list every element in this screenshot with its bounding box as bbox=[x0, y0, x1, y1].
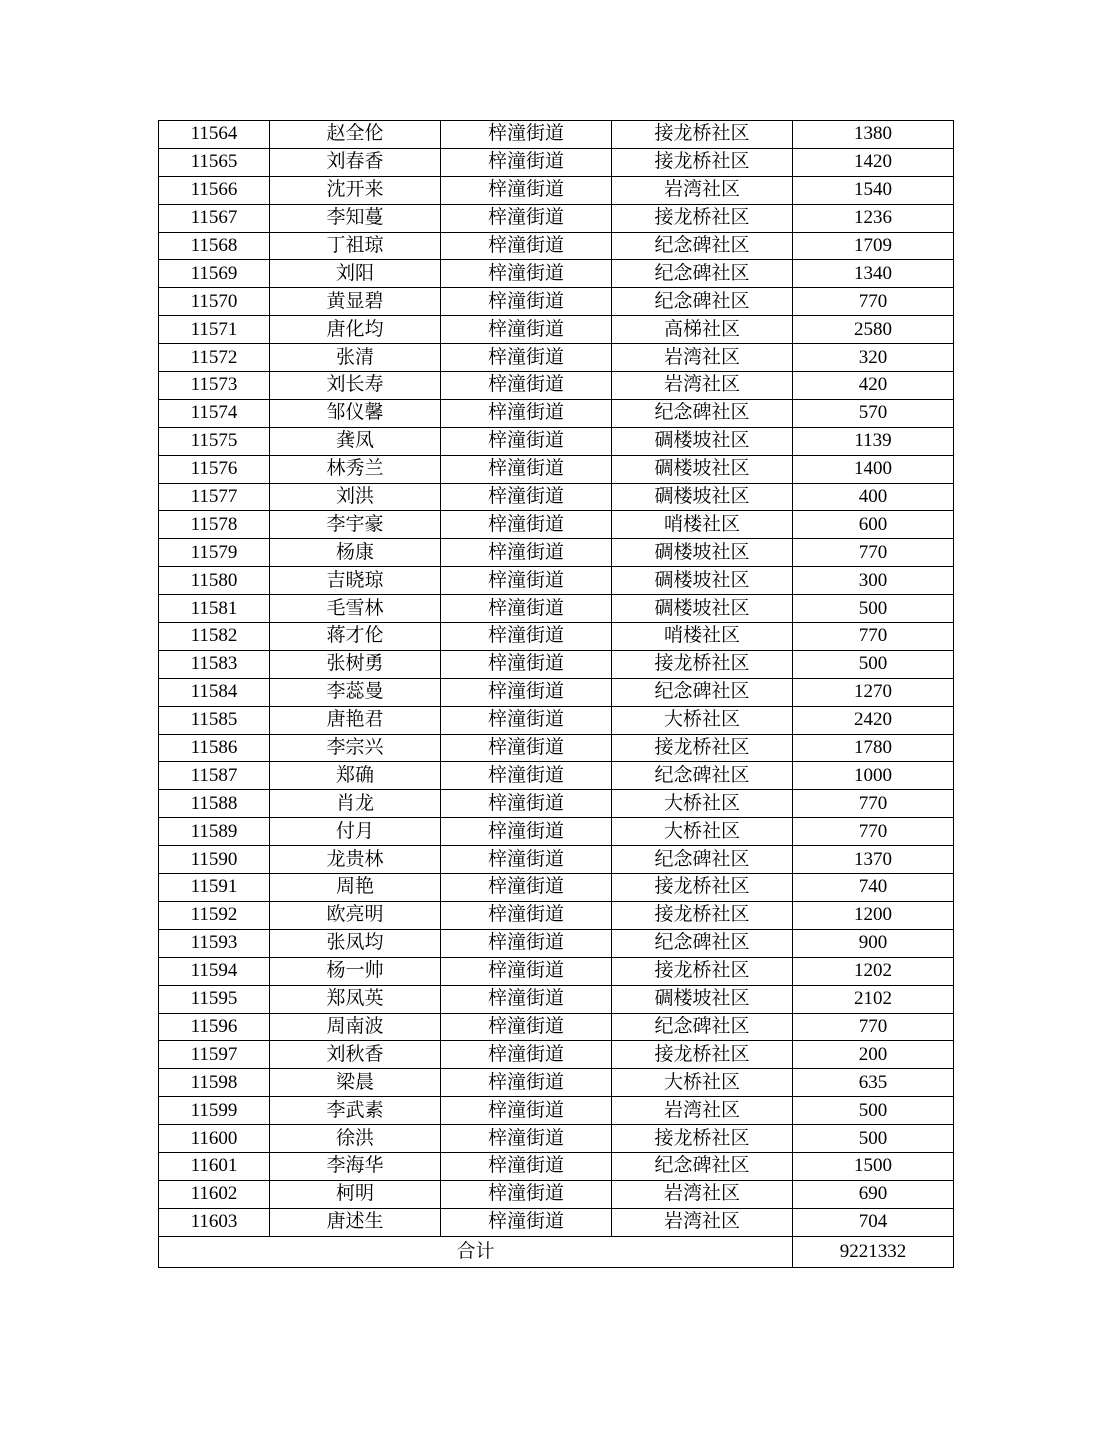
cell-id: 11577 bbox=[159, 483, 270, 511]
cell-id: 11590 bbox=[159, 846, 270, 874]
cell-id: 11568 bbox=[159, 232, 270, 260]
cell-id: 11581 bbox=[159, 595, 270, 623]
table-row bbox=[159, 260, 954, 288]
cell-name: 黄显碧 bbox=[270, 288, 441, 316]
total-amount: 9221332 bbox=[793, 1236, 954, 1267]
cell-community: 纪念碑社区 bbox=[612, 846, 793, 874]
cell-id: 11587 bbox=[159, 762, 270, 790]
cell-community: 哨楼社区 bbox=[612, 623, 793, 651]
cell-community: 岩湾社区 bbox=[612, 372, 793, 400]
table-total-row bbox=[159, 1236, 954, 1267]
cell-id: 11589 bbox=[159, 818, 270, 846]
cell-name: 李海华 bbox=[270, 1152, 441, 1180]
cell-id: 11579 bbox=[159, 539, 270, 567]
cell-street: 梓潼街道 bbox=[441, 372, 612, 400]
cell-amount: 1202 bbox=[793, 957, 954, 985]
cell-street: 梓潼街道 bbox=[441, 957, 612, 985]
cell-name: 龚凤 bbox=[270, 427, 441, 455]
cell-name: 李宗兴 bbox=[270, 734, 441, 762]
table-row bbox=[159, 1208, 954, 1236]
cell-street: 梓潼街道 bbox=[441, 1208, 612, 1236]
table-row bbox=[159, 706, 954, 734]
cell-id: 11578 bbox=[159, 511, 270, 539]
cell-id: 11599 bbox=[159, 1097, 270, 1125]
table-row bbox=[159, 427, 954, 455]
cell-id: 11565 bbox=[159, 148, 270, 176]
cell-street: 梓潼街道 bbox=[441, 595, 612, 623]
cell-amount: 1200 bbox=[793, 901, 954, 929]
cell-amount: 1780 bbox=[793, 734, 954, 762]
cell-name: 唐艳君 bbox=[270, 706, 441, 734]
cell-id: 11575 bbox=[159, 427, 270, 455]
cell-id: 11569 bbox=[159, 260, 270, 288]
cell-name: 刘春香 bbox=[270, 148, 441, 176]
cell-street: 梓潼街道 bbox=[441, 176, 612, 204]
cell-community: 碉楼坡社区 bbox=[612, 455, 793, 483]
table-row bbox=[159, 344, 954, 372]
cell-id: 11595 bbox=[159, 985, 270, 1013]
cell-street: 梓潼街道 bbox=[441, 260, 612, 288]
table-row bbox=[159, 204, 954, 232]
cell-name: 李武素 bbox=[270, 1097, 441, 1125]
cell-community: 接龙桥社区 bbox=[612, 121, 793, 149]
cell-community: 接龙桥社区 bbox=[612, 901, 793, 929]
cell-name: 郑确 bbox=[270, 762, 441, 790]
table-row bbox=[159, 483, 954, 511]
cell-id: 11596 bbox=[159, 1013, 270, 1041]
cell-id: 11567 bbox=[159, 204, 270, 232]
cell-id: 11597 bbox=[159, 1041, 270, 1069]
cell-amount: 500 bbox=[793, 595, 954, 623]
table-row bbox=[159, 901, 954, 929]
cell-street: 梓潼街道 bbox=[441, 1180, 612, 1208]
cell-name: 刘阳 bbox=[270, 260, 441, 288]
cell-name: 丁祖琼 bbox=[270, 232, 441, 260]
cell-name: 徐洪 bbox=[270, 1125, 441, 1153]
cell-amount: 2580 bbox=[793, 316, 954, 344]
cell-id: 11601 bbox=[159, 1152, 270, 1180]
table-row bbox=[159, 985, 954, 1013]
cell-id: 11571 bbox=[159, 316, 270, 344]
cell-community: 纪念碑社区 bbox=[612, 1152, 793, 1180]
cell-street: 梓潼街道 bbox=[441, 818, 612, 846]
cell-community: 接龙桥社区 bbox=[612, 1041, 793, 1069]
cell-id: 11603 bbox=[159, 1208, 270, 1236]
table-row bbox=[159, 455, 954, 483]
cell-street: 梓潼街道 bbox=[441, 483, 612, 511]
cell-community: 大桥社区 bbox=[612, 790, 793, 818]
cell-id: 11564 bbox=[159, 121, 270, 149]
table-row bbox=[159, 121, 954, 149]
table-row bbox=[159, 1152, 954, 1180]
cell-id: 11582 bbox=[159, 623, 270, 651]
table-row bbox=[159, 595, 954, 623]
cell-name: 张清 bbox=[270, 344, 441, 372]
cell-street: 梓潼街道 bbox=[441, 1069, 612, 1097]
cell-amount: 600 bbox=[793, 511, 954, 539]
cell-amount: 1236 bbox=[793, 204, 954, 232]
cell-id: 11584 bbox=[159, 678, 270, 706]
cell-amount: 500 bbox=[793, 1097, 954, 1125]
cell-community: 接龙桥社区 bbox=[612, 148, 793, 176]
cell-community: 纪念碑社区 bbox=[612, 1013, 793, 1041]
cell-amount: 500 bbox=[793, 650, 954, 678]
cell-street: 梓潼街道 bbox=[441, 874, 612, 902]
table-row bbox=[159, 1041, 954, 1069]
cell-amount: 2102 bbox=[793, 985, 954, 1013]
cell-name: 邹仪馨 bbox=[270, 399, 441, 427]
cell-name: 刘秋香 bbox=[270, 1041, 441, 1069]
cell-community: 碉楼坡社区 bbox=[612, 595, 793, 623]
table-row bbox=[159, 818, 954, 846]
cell-name: 杨康 bbox=[270, 539, 441, 567]
cell-community: 大桥社区 bbox=[612, 1069, 793, 1097]
cell-name: 张凤均 bbox=[270, 929, 441, 957]
cell-amount: 770 bbox=[793, 623, 954, 651]
cell-amount: 2420 bbox=[793, 706, 954, 734]
table-row bbox=[159, 846, 954, 874]
cell-name: 吉晓琼 bbox=[270, 567, 441, 595]
cell-street: 梓潼街道 bbox=[441, 929, 612, 957]
cell-id: 11583 bbox=[159, 650, 270, 678]
cell-amount: 1709 bbox=[793, 232, 954, 260]
cell-id: 11594 bbox=[159, 957, 270, 985]
table-row bbox=[159, 232, 954, 260]
table-row bbox=[159, 1013, 954, 1041]
cell-name: 沈开来 bbox=[270, 176, 441, 204]
table-row bbox=[159, 623, 954, 651]
cell-street: 梓潼街道 bbox=[441, 650, 612, 678]
cell-id: 11572 bbox=[159, 344, 270, 372]
cell-amount: 770 bbox=[793, 818, 954, 846]
cell-street: 梓潼街道 bbox=[441, 1097, 612, 1125]
cell-name: 柯明 bbox=[270, 1180, 441, 1208]
cell-street: 梓潼街道 bbox=[441, 762, 612, 790]
cell-name: 李蕊曼 bbox=[270, 678, 441, 706]
cell-street: 梓潼街道 bbox=[441, 288, 612, 316]
cell-id: 11602 bbox=[159, 1180, 270, 1208]
cell-community: 纪念碑社区 bbox=[612, 288, 793, 316]
table-row bbox=[159, 678, 954, 706]
cell-street: 梓潼街道 bbox=[441, 706, 612, 734]
cell-street: 梓潼街道 bbox=[441, 344, 612, 372]
records-table-body bbox=[159, 121, 954, 1268]
cell-community: 碉楼坡社区 bbox=[612, 985, 793, 1013]
table-row bbox=[159, 874, 954, 902]
cell-id: 11588 bbox=[159, 790, 270, 818]
cell-street: 梓潼街道 bbox=[441, 121, 612, 149]
cell-name: 李知蔓 bbox=[270, 204, 441, 232]
cell-amount: 770 bbox=[793, 1013, 954, 1041]
table-row bbox=[159, 762, 954, 790]
table-row bbox=[159, 567, 954, 595]
cell-street: 梓潼街道 bbox=[441, 511, 612, 539]
cell-community: 岩湾社区 bbox=[612, 1208, 793, 1236]
cell-name: 毛雪林 bbox=[270, 595, 441, 623]
cell-community: 接龙桥社区 bbox=[612, 204, 793, 232]
cell-amount: 200 bbox=[793, 1041, 954, 1069]
cell-community: 接龙桥社区 bbox=[612, 734, 793, 762]
cell-id: 11573 bbox=[159, 372, 270, 400]
cell-street: 梓潼街道 bbox=[441, 399, 612, 427]
cell-community: 哨楼社区 bbox=[612, 511, 793, 539]
cell-street: 梓潼街道 bbox=[441, 567, 612, 595]
cell-name: 赵全伦 bbox=[270, 121, 441, 149]
cell-community: 高梯社区 bbox=[612, 316, 793, 344]
cell-id: 11598 bbox=[159, 1069, 270, 1097]
cell-street: 梓潼街道 bbox=[441, 846, 612, 874]
cell-id: 11593 bbox=[159, 929, 270, 957]
cell-community: 纪念碑社区 bbox=[612, 260, 793, 288]
cell-id: 11586 bbox=[159, 734, 270, 762]
cell-street: 梓潼街道 bbox=[441, 455, 612, 483]
cell-name: 龙贵林 bbox=[270, 846, 441, 874]
cell-street: 梓潼街道 bbox=[441, 734, 612, 762]
cell-id: 11600 bbox=[159, 1125, 270, 1153]
table-row bbox=[159, 650, 954, 678]
total-label: 合计 bbox=[159, 1236, 793, 1267]
cell-community: 纪念碑社区 bbox=[612, 232, 793, 260]
table-row bbox=[159, 176, 954, 204]
cell-name: 李宇豪 bbox=[270, 511, 441, 539]
records-table bbox=[158, 120, 954, 1268]
cell-street: 梓潼街道 bbox=[441, 678, 612, 706]
cell-name: 唐化均 bbox=[270, 316, 441, 344]
cell-amount: 1500 bbox=[793, 1152, 954, 1180]
table-row bbox=[159, 1069, 954, 1097]
cell-amount: 1400 bbox=[793, 455, 954, 483]
cell-amount: 1270 bbox=[793, 678, 954, 706]
table-row bbox=[159, 148, 954, 176]
cell-id: 11566 bbox=[159, 176, 270, 204]
cell-id: 11574 bbox=[159, 399, 270, 427]
cell-community: 大桥社区 bbox=[612, 818, 793, 846]
cell-name: 周艳 bbox=[270, 874, 441, 902]
cell-community: 大桥社区 bbox=[612, 706, 793, 734]
cell-amount: 1420 bbox=[793, 148, 954, 176]
cell-community: 碉楼坡社区 bbox=[612, 427, 793, 455]
cell-amount: 1370 bbox=[793, 846, 954, 874]
cell-street: 梓潼街道 bbox=[441, 623, 612, 651]
cell-amount: 690 bbox=[793, 1180, 954, 1208]
cell-amount: 635 bbox=[793, 1069, 954, 1097]
cell-amount: 770 bbox=[793, 790, 954, 818]
cell-community: 岩湾社区 bbox=[612, 344, 793, 372]
cell-street: 梓潼街道 bbox=[441, 790, 612, 818]
table-row bbox=[159, 372, 954, 400]
cell-community: 接龙桥社区 bbox=[612, 650, 793, 678]
cell-community: 碉楼坡社区 bbox=[612, 483, 793, 511]
cell-id: 11592 bbox=[159, 901, 270, 929]
cell-name: 郑凤英 bbox=[270, 985, 441, 1013]
cell-amount: 400 bbox=[793, 483, 954, 511]
table-row bbox=[159, 399, 954, 427]
cell-street: 梓潼街道 bbox=[441, 539, 612, 567]
cell-community: 纪念碑社区 bbox=[612, 929, 793, 957]
cell-name: 杨一帅 bbox=[270, 957, 441, 985]
cell-name: 唐述生 bbox=[270, 1208, 441, 1236]
cell-name: 付月 bbox=[270, 818, 441, 846]
cell-amount: 770 bbox=[793, 288, 954, 316]
table-row bbox=[159, 288, 954, 316]
cell-community: 纪念碑社区 bbox=[612, 762, 793, 790]
table-row bbox=[159, 511, 954, 539]
cell-street: 梓潼街道 bbox=[441, 316, 612, 344]
cell-name: 欧亮明 bbox=[270, 901, 441, 929]
cell-amount: 500 bbox=[793, 1125, 954, 1153]
cell-id: 11576 bbox=[159, 455, 270, 483]
cell-name: 刘洪 bbox=[270, 483, 441, 511]
cell-id: 11580 bbox=[159, 567, 270, 595]
cell-street: 梓潼街道 bbox=[441, 427, 612, 455]
cell-id: 11591 bbox=[159, 874, 270, 902]
table-row bbox=[159, 734, 954, 762]
cell-community: 纪念碑社区 bbox=[612, 678, 793, 706]
cell-community: 接龙桥社区 bbox=[612, 957, 793, 985]
cell-street: 梓潼街道 bbox=[441, 1013, 612, 1041]
cell-name: 周南波 bbox=[270, 1013, 441, 1041]
cell-amount: 1540 bbox=[793, 176, 954, 204]
cell-amount: 1139 bbox=[793, 427, 954, 455]
table-row bbox=[159, 1125, 954, 1153]
cell-street: 梓潼街道 bbox=[441, 204, 612, 232]
cell-amount: 740 bbox=[793, 874, 954, 902]
cell-amount: 570 bbox=[793, 399, 954, 427]
cell-name: 刘长寿 bbox=[270, 372, 441, 400]
cell-community: 纪念碑社区 bbox=[612, 399, 793, 427]
cell-name: 林秀兰 bbox=[270, 455, 441, 483]
cell-community: 岩湾社区 bbox=[612, 1097, 793, 1125]
cell-amount: 900 bbox=[793, 929, 954, 957]
table-row bbox=[159, 539, 954, 567]
cell-street: 梓潼街道 bbox=[441, 148, 612, 176]
cell-amount: 420 bbox=[793, 372, 954, 400]
cell-id: 11570 bbox=[159, 288, 270, 316]
table-row bbox=[159, 957, 954, 985]
data-table-container bbox=[158, 120, 948, 1268]
table-row bbox=[159, 316, 954, 344]
table-row bbox=[159, 790, 954, 818]
cell-id: 11585 bbox=[159, 706, 270, 734]
table-row bbox=[159, 1180, 954, 1208]
cell-community: 碉楼坡社区 bbox=[612, 567, 793, 595]
cell-community: 接龙桥社区 bbox=[612, 874, 793, 902]
cell-amount: 1340 bbox=[793, 260, 954, 288]
cell-street: 梓潼街道 bbox=[441, 985, 612, 1013]
cell-amount: 300 bbox=[793, 567, 954, 595]
cell-street: 梓潼街道 bbox=[441, 232, 612, 260]
cell-community: 接龙桥社区 bbox=[612, 1125, 793, 1153]
cell-name: 梁晨 bbox=[270, 1069, 441, 1097]
cell-amount: 770 bbox=[793, 539, 954, 567]
cell-amount: 320 bbox=[793, 344, 954, 372]
cell-community: 岩湾社区 bbox=[612, 176, 793, 204]
cell-name: 张树勇 bbox=[270, 650, 441, 678]
cell-amount: 1380 bbox=[793, 121, 954, 149]
cell-street: 梓潼街道 bbox=[441, 901, 612, 929]
cell-community: 碉楼坡社区 bbox=[612, 539, 793, 567]
cell-amount: 704 bbox=[793, 1208, 954, 1236]
cell-street: 梓潼街道 bbox=[441, 1125, 612, 1153]
cell-amount: 1000 bbox=[793, 762, 954, 790]
cell-street: 梓潼街道 bbox=[441, 1152, 612, 1180]
cell-name: 蒋才伦 bbox=[270, 623, 441, 651]
cell-name: 肖龙 bbox=[270, 790, 441, 818]
table-row bbox=[159, 1097, 954, 1125]
cell-street: 梓潼街道 bbox=[441, 1041, 612, 1069]
cell-community: 岩湾社区 bbox=[612, 1180, 793, 1208]
table-row bbox=[159, 929, 954, 957]
